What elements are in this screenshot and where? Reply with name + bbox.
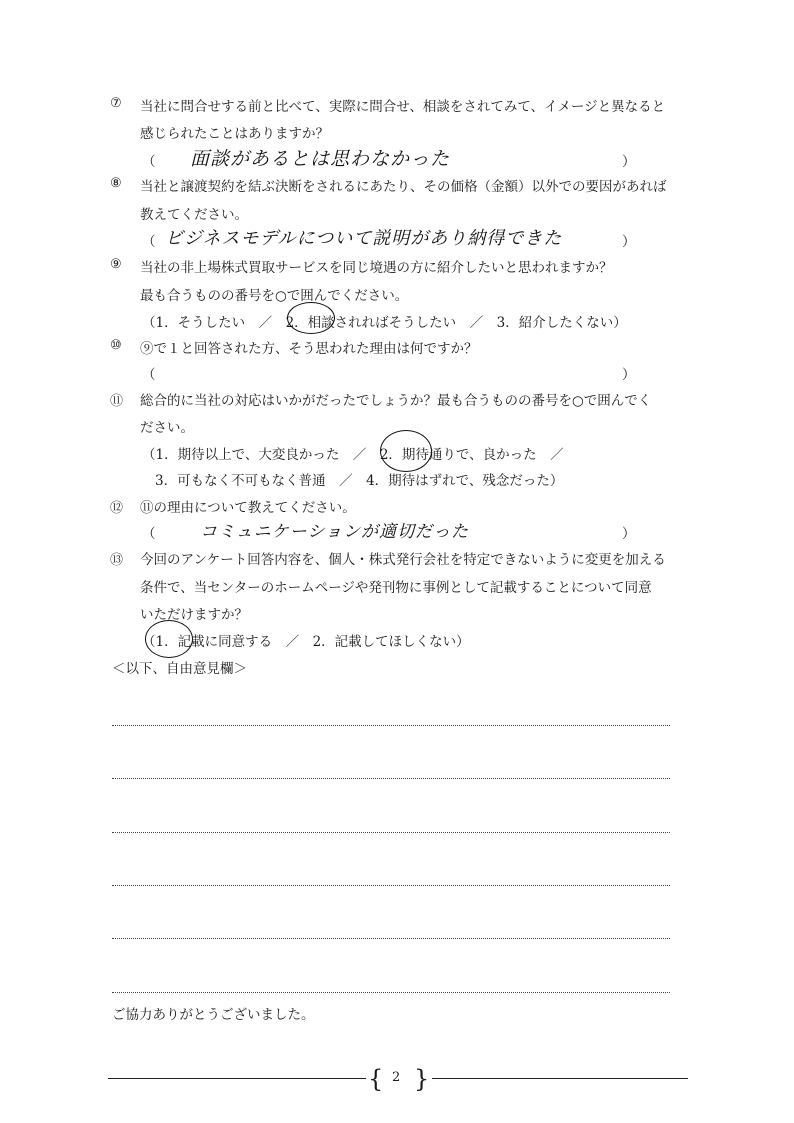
q8-text-line1: 当社と譲渡契約を結ぶ決断をされるにあたり、その価格（金額）以外での要因があれば	[140, 179, 667, 195]
q10-number: ⑩	[110, 338, 122, 353]
free-field-line-5	[112, 938, 670, 939]
free-field-label: ＜以下、自由意見欄＞	[112, 661, 247, 677]
q12-handwritten-answer: コミュニケーションが適切だった	[200, 522, 469, 542]
q11-options-line1: （1．期待以上で、大変良かった ／ 2．期待通りで、良かった ／	[142, 447, 564, 463]
q8-handwritten-answer: ビジネスモデルについて説明があり納得できた	[165, 228, 563, 249]
footer-rule-left	[108, 1078, 366, 1079]
footer-brace-right: }	[414, 1065, 430, 1093]
q12-close-paren: ）	[622, 526, 636, 542]
q8-close-paren: ）	[622, 234, 636, 250]
q12-number: ⑫	[110, 501, 124, 516]
q10-close-paren: ）	[622, 367, 636, 383]
q7-text-line1: 当社に問合せする前と比べて、実際に問合せ、相談をされてみて、イメージと異なると	[140, 99, 666, 115]
q13-text-line1: 今回のアンケート回答内容を、個人・株式発行会社を特定できないように変更を加える	[140, 552, 666, 568]
q10-text-line1: ⑨で１と回答された方、そう思われた理由は何ですか？	[140, 341, 478, 357]
free-field-line-3	[112, 832, 670, 833]
page-number: 2	[392, 1070, 401, 1085]
free-field-line-2	[112, 778, 670, 779]
q7-number: ⑦	[110, 96, 122, 111]
free-field-line-4	[112, 885, 670, 886]
q9-number: ⑨	[110, 257, 122, 272]
q11-number: ⑪	[110, 394, 124, 409]
footer-brace-left: {	[368, 1065, 384, 1093]
footer-rule-right	[432, 1078, 688, 1079]
q11-text-line2: ださい。	[140, 420, 194, 436]
q11-selected-circle	[380, 430, 432, 472]
q7-text-line2: 感じられたことはありますか？	[140, 126, 329, 142]
q7-close-paren: ）	[622, 154, 636, 170]
q13-selected-circle	[145, 620, 193, 658]
q9-options: （1．そうしたい ／ 2．相談されればそうしたい ／ 3．紹介したくない）	[142, 315, 627, 331]
q12-text-line1: ⑪の理由について教えてください。	[140, 500, 356, 516]
q8-number: ⑧	[110, 176, 122, 191]
q13-number: ⑬	[110, 553, 124, 568]
q9-text-line2: 最も合うものの番号を○で囲んでください。	[140, 288, 409, 304]
free-field-line-6	[112, 992, 670, 993]
q13-options: （1．記載に同意する ／ 2．記載してほしくない）	[142, 634, 470, 650]
closing-message: ご協力ありがとうございました。	[112, 1007, 315, 1023]
q8-open-paren: （	[142, 234, 156, 250]
q11-text-line1: 総合的に当社の対応はいかがだったでしょうか？最も合うものの番号を○で囲んでく	[140, 393, 652, 409]
q12-open-paren: （	[142, 526, 156, 542]
q7-handwritten-answer: 面談があるとは思わなかった	[190, 148, 451, 170]
q9-selected-circle	[287, 302, 335, 334]
q11-options-line2: 3．可もなく不可もなく普通 ／ 4．期待はずれで、残念だった）	[155, 473, 564, 489]
q13-text-line2: 条件で、当センターのホームページや発刊物に事例として記載することについて同意	[140, 580, 652, 596]
q13-text-line3: いただけますか？	[140, 607, 248, 623]
q7-open-paren: （	[142, 154, 156, 170]
free-field-line-1	[112, 725, 670, 726]
q10-open-paren: （	[142, 367, 156, 383]
q8-text-line2: 教えてください。	[140, 207, 248, 223]
q9-text-line1: 当社の非上場株式買取サービスを同じ境遇の方に紹介したいと思われますか？	[140, 260, 613, 276]
